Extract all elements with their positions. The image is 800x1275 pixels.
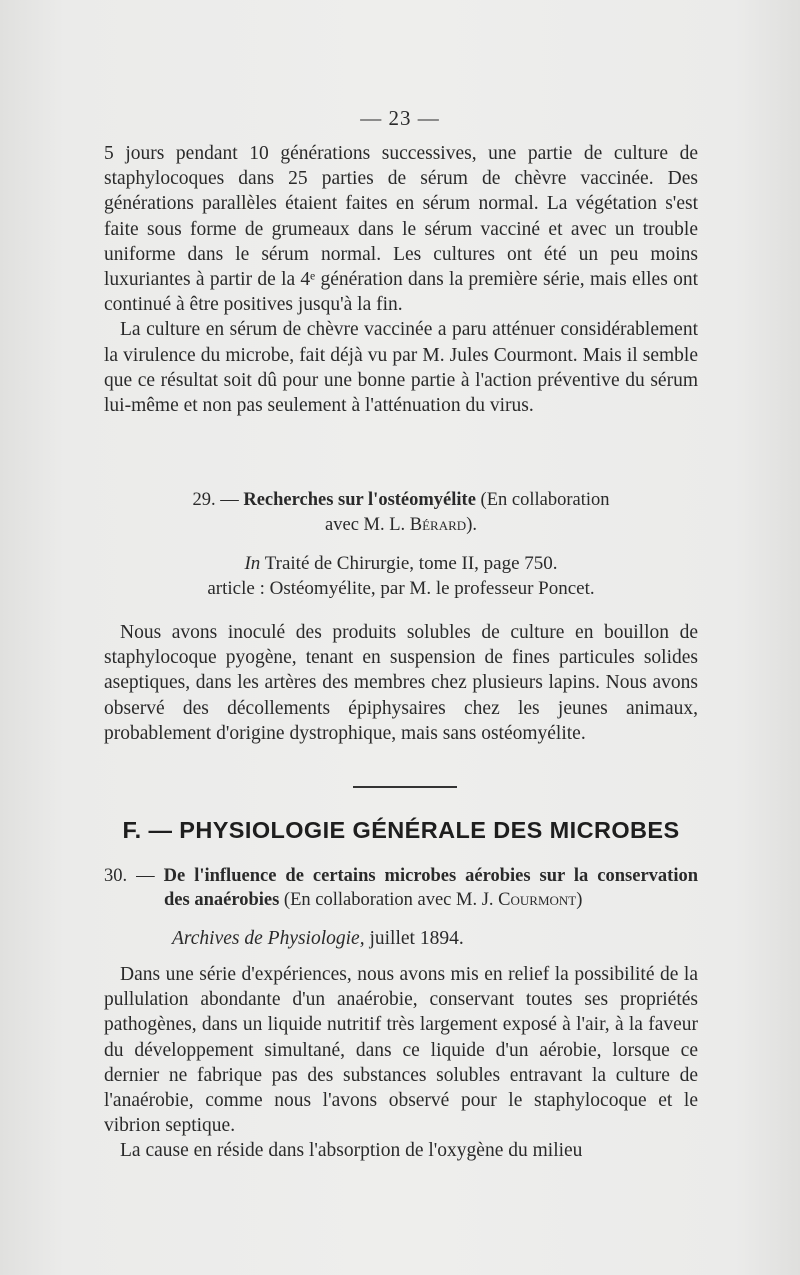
paragraph-osteomyelite [104,620,698,746]
citation-line-1 [104,551,698,576]
paragraph-text: 5 jours pendant 10 générations successives, une partie de culture de staphylocoques dans 25 parties de sérum de chèvre vaccinée. Des générations parallèles étaient faites en sérum normal. La végétation s'est faite sous forme de grumeaux dans le sérum vacciné et avec un trouble uniforme dans le sérum normal. Les cultures ont été un peu moins luxuriantes à partir de la 4ᵉ génération dans la première série, mais elles ont continué à être positives jusqu'à la fin. [104,143,698,316]
entry-number: 30. — [104,866,155,886]
paragraph-staphylocoques [104,141,698,418]
citation-journal: Archives de Physiologie, [172,928,365,949]
entry-collab: (En collaboration avec M. J. [283,890,494,910]
section-divider [353,786,457,788]
entry-title-line-1 [104,864,698,888]
paragraph-text: Nous avons inoculé des produits solubles de culture en bouillon de staphylocoque pyogène, tenant en suspension de fines particules solides aseptiques, dans les artères des membres chez plusieurs lapins. Nous avons observé des décollements épiphysaires chez les jeunes animaux, probablement d'origine dystrophique, mais sans ostéomyélite. [104,622,698,744]
entry-30-title [104,864,698,912]
entry-collab-line2: avec M. L. [325,515,406,535]
entry-collab-end: ) [576,890,583,910]
entry-29-title [104,488,698,538]
paragraph-text: La culture en sérum de chèvre vaccinée a paru atténuer considérablement la virulence du microbe, fait déjà vu par M. Jules Courmont. Mais il semble que ce résultat soit dû pour une bonne partie à l'action préventive du sérum lui-même et non pas seulement à l'atténuation du virus. [104,319,698,417]
section-heading: F. — PHYSIOLOGIE GÉNÉRALE DES MICROBES [122,817,680,843]
entry-collab: (En collaboration [480,490,610,510]
entry-title-bold: Recherches sur l'ostéomyélite [243,490,476,510]
entry-title-line-2 [104,888,698,912]
entry-number: 29. — [192,490,239,510]
collaborator-name: Courmont [498,890,577,910]
citation-in: In [244,553,261,574]
collaborator-name: Bérard [409,515,467,535]
entry-30-citation [172,928,464,950]
paragraph-text: Dans une série d'expériences, nous avons mis en relief la possibilité de la pullulation abondante d'un anaérobie, conservant toutes ses propriétés pathogènes, dans un liquide nutritif très largement exposé à l'air, à la faveur du développement simultané, dans ce liquide d'un aérobie, lorsque ce dernier ne fabrique pas des substances solubles entravant la culture de l'anaérobie, comme nous l'avons observé pour le staphylocoque et le vibrion septique. [104,964,698,1137]
entry-29-citation [104,551,698,601]
entry-title-bold-2: des anaérobies [164,890,280,910]
paragraph-anaerobies [104,962,698,1164]
citation-source: Traité de Chirurgie, tome II, page 750. [264,553,558,574]
page-number: — 23 — [360,106,440,130]
entry-title-bold: De l'influence de certains microbes aérobies sur la conservation [163,866,699,886]
paragraph-text: La cause en réside dans l'absorption de l'oxygène du milieu [120,1140,583,1162]
citation-line-2: article : Ostéomyélite, par M. le professeur Poncet. [207,578,595,599]
entry-collab-end: ). [466,515,477,535]
citation-date: juillet 1894. [369,928,464,949]
